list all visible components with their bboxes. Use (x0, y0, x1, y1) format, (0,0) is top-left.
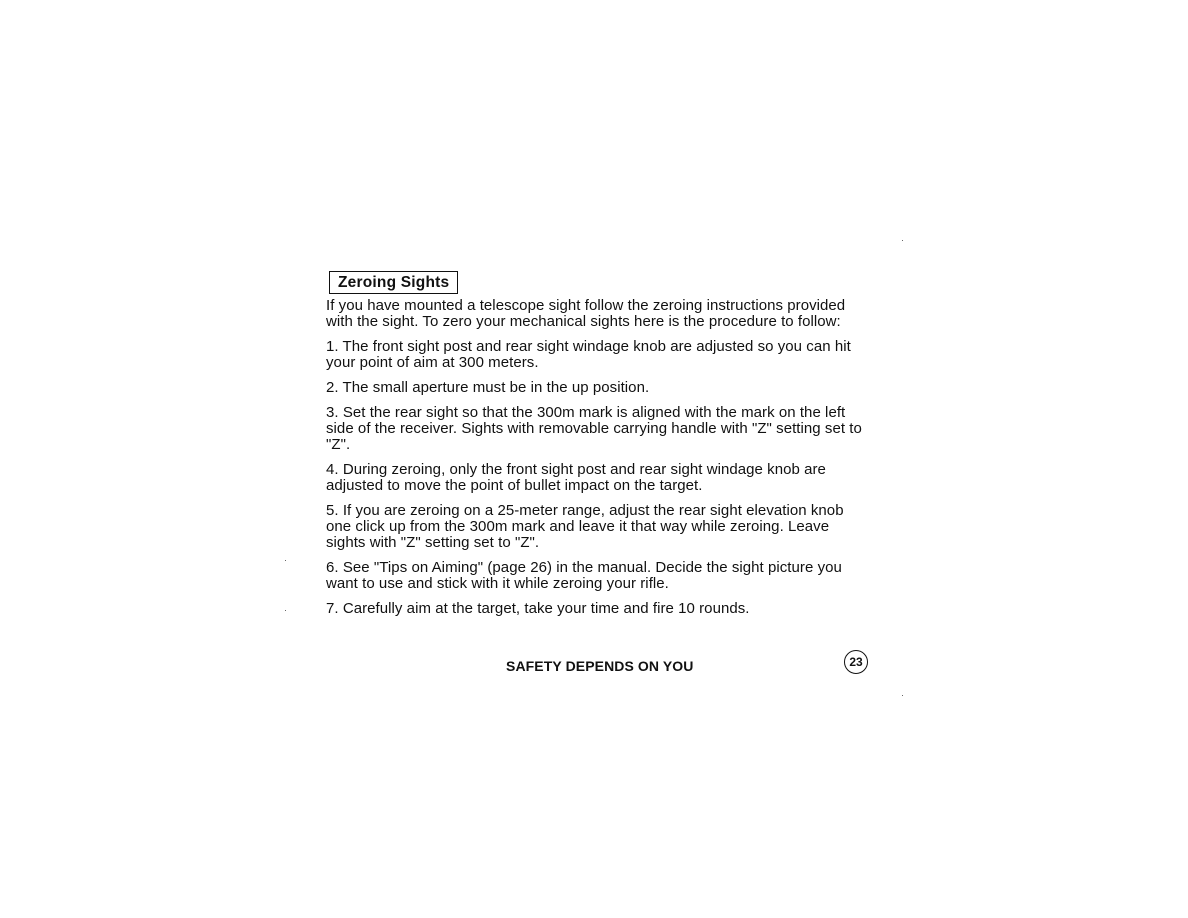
page-number-badge: 23 (844, 650, 868, 674)
section-title: Zeroing Sights (329, 271, 458, 294)
step-6: 6. See "Tips on Aiming" (page 26) in the manual. Decide the sight picture you want to use and stick with it while zeroing your rifle. (326, 559, 842, 592)
step-list (326, 339, 866, 617)
safety-slogan: SAFETY DEPENDS ON YOU (506, 658, 694, 674)
scan-speck (902, 695, 903, 696)
step-3: 3. Set the rear sight so that the 300m mark is aligned with the mark on the left side of the receiver. Sights with removable carrying handle with "Z" setting set to "Z". (326, 404, 862, 453)
step-5: 5. If you are zeroing on a 25-meter range, adjust the rear sight elevation knob one click up from the 300m mark and leave it that way while zeroing. Leave sights with "Z" setting set to "Z". (326, 502, 844, 551)
step-1: 1. The front sight post and rear sight windage knob are adjusted so you can hit your point of aim at 300 meters. (326, 338, 851, 371)
zeroing-sights-section (326, 271, 866, 626)
page-footer (326, 655, 866, 677)
step-4: 4. During zeroing, only the front sight post and rear sight windage knob are adjusted to move the point of bullet impact on the target. (326, 461, 826, 494)
scan-speck (285, 560, 286, 561)
intro-paragraph: If you have mounted a telescope sight follow the zeroing instructions provided with the sight. To zero your mechanical sights here is the procedure to follow: (326, 297, 846, 330)
scan-speck (902, 240, 903, 241)
step-7: 7. Carefully aim at the target, take your time and fire 10 rounds. (326, 600, 750, 617)
step-2: 2. The small aperture must be in the up position. (326, 379, 650, 396)
scan-speck (285, 610, 286, 611)
